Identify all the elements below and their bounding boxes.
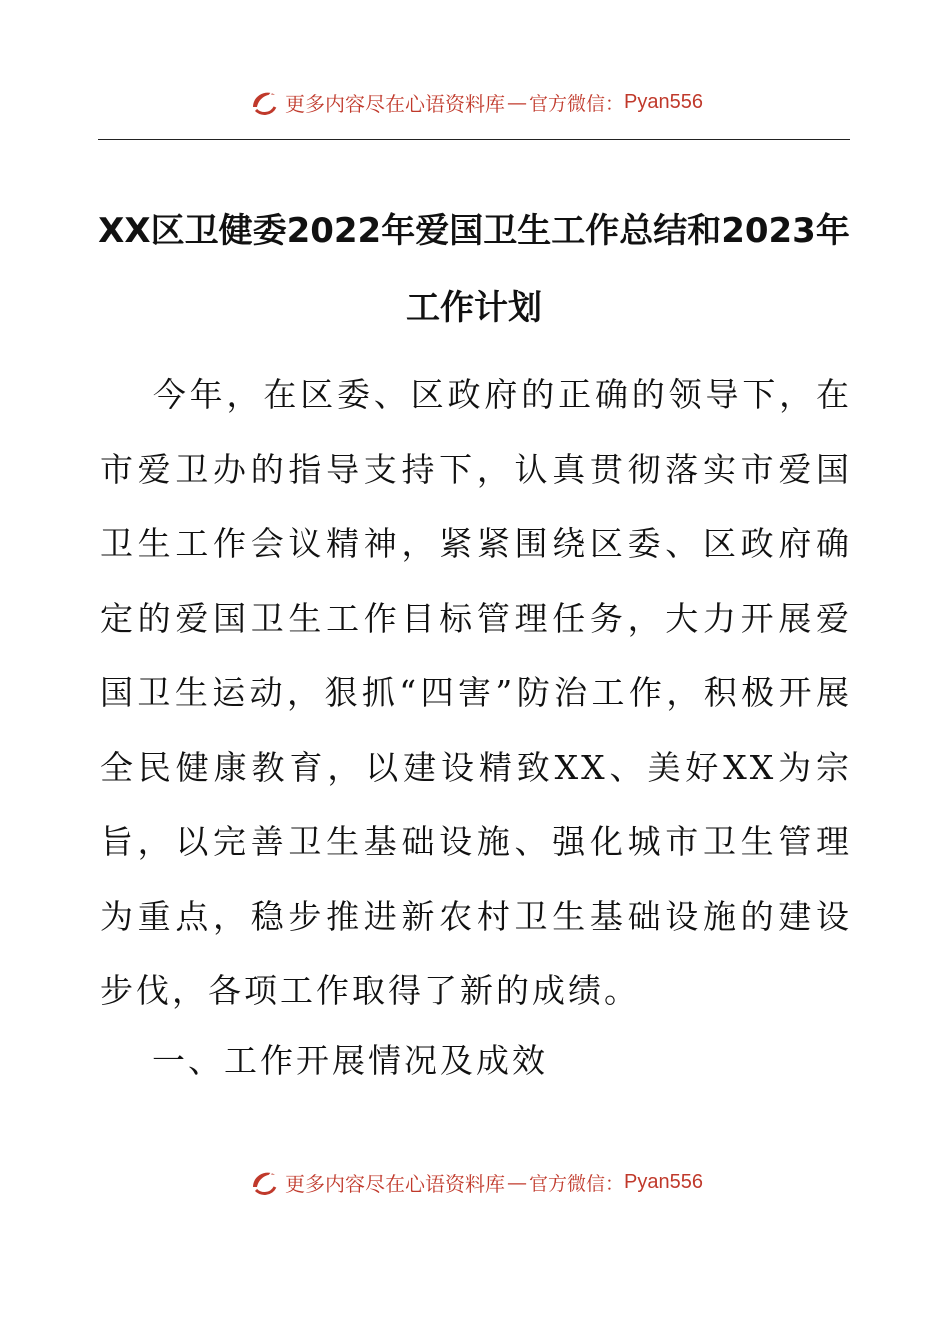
banner-dash: — <box>507 90 527 114</box>
banner-wechat-label: 官方微信： <box>529 92 625 115</box>
banner-wechat-handle: Pyan556 <box>624 1170 703 1193</box>
document-title-line1: XX区卫健委2022年爱国卫生工作总结和2023年 <box>98 211 850 251</box>
header-banner <box>0 82 950 122</box>
banner-wechat-handle: Pyan556 <box>624 90 703 113</box>
header-divider <box>98 139 850 140</box>
document-title-line2: 工作计划 <box>406 288 542 328</box>
body-paragraph-text: 今年，在区委、区政府的正确的领导下，在市爱卫办的指导支持下，认真贯彻落实市爱国卫生工作会议精神，紧紧围绕区委、区政府确定的爱国卫生工作目标管理任务，大力开展爱国卫生运动，狠抓“四害”防治工作，积极开展全民健康教育，以建设精致XX、美好XX为宗旨，以完善卫生基础设施、强化城市卫生管理为重点，稳步推进新农村卫生基础设施的建设步伐，各项工作取得了新的成绩。 <box>100 375 852 1010</box>
section-heading: 一、工作开展情况及成效 <box>152 1041 548 1080</box>
quill-logo-icon <box>247 85 281 119</box>
quill-logo-icon <box>247 1165 281 1199</box>
banner-dash: — <box>507 1170 527 1194</box>
banner-wechat-label: 官方微信： <box>529 1172 625 1195</box>
footer-banner <box>0 1162 950 1202</box>
body-paragraph <box>100 358 852 1029</box>
banner-promo-text: 更多内容尽在心语资料库 <box>285 91 505 116</box>
banner-promo-text: 更多内容尽在心语资料库 <box>285 1171 505 1196</box>
